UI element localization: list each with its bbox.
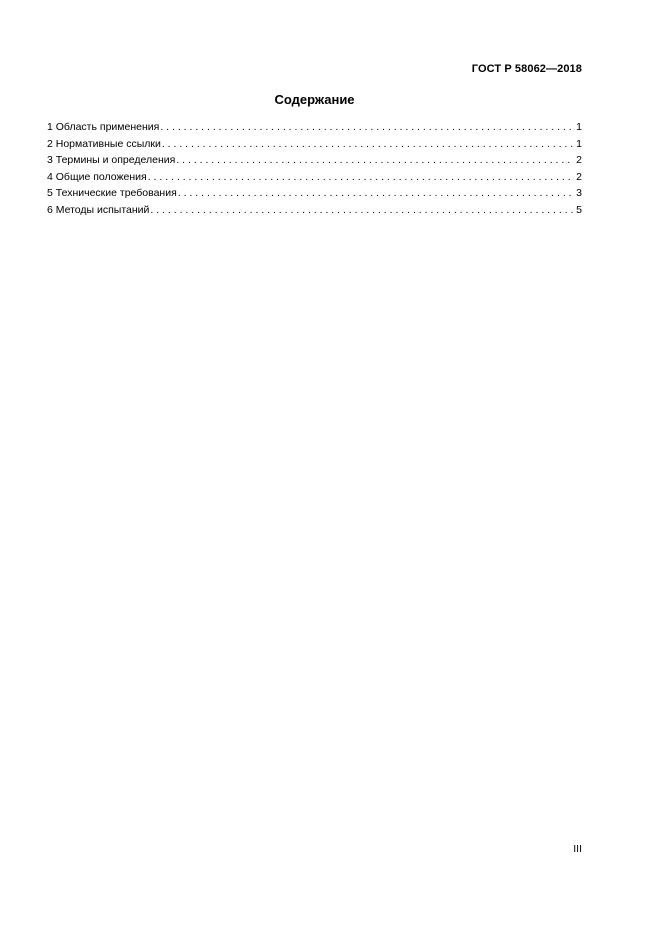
toc-entry-page: 1 <box>576 137 582 150</box>
toc-entry-page: 2 <box>576 170 582 183</box>
toc-entry-label: 6 Методы испытаний <box>47 203 150 216</box>
toc-entry-technical-requirements[interactable] <box>47 185 582 202</box>
toc-entry-scope[interactable] <box>47 119 582 136</box>
toc-entry-label: 2 Нормативные ссылки <box>47 137 161 150</box>
toc-entry-terms-definitions[interactable] <box>47 152 582 169</box>
dot-leader <box>147 169 574 186</box>
toc-entry-page: 5 <box>576 203 582 216</box>
dot-leader <box>159 119 574 136</box>
toc-title: Содержание <box>274 92 355 107</box>
dot-leader <box>149 202 574 219</box>
table-of-contents <box>47 119 582 218</box>
dot-leader <box>161 136 574 153</box>
toc-entry-general-provisions[interactable] <box>47 169 582 186</box>
toc-entry-test-methods[interactable] <box>47 202 582 219</box>
toc-entry-label: 3 Термины и определения <box>47 154 176 166</box>
dot-leader <box>175 152 574 169</box>
toc-entry-normative-references[interactable] <box>47 136 582 153</box>
page-number: III <box>573 843 582 855</box>
toc-entry-label: 4 Общие положения <box>47 170 147 183</box>
toc-entry-page: 1 <box>576 121 582 133</box>
dot-leader <box>177 185 574 202</box>
toc-entry-page: 3 <box>576 187 582 199</box>
toc-entry-page: 2 <box>576 154 582 166</box>
document-code: ГОСТ Р 58062—2018 <box>471 63 582 75</box>
toc-entry-label: 5 Технические требования <box>47 187 177 199</box>
toc-entry-label: 1 Область применения <box>47 121 160 133</box>
